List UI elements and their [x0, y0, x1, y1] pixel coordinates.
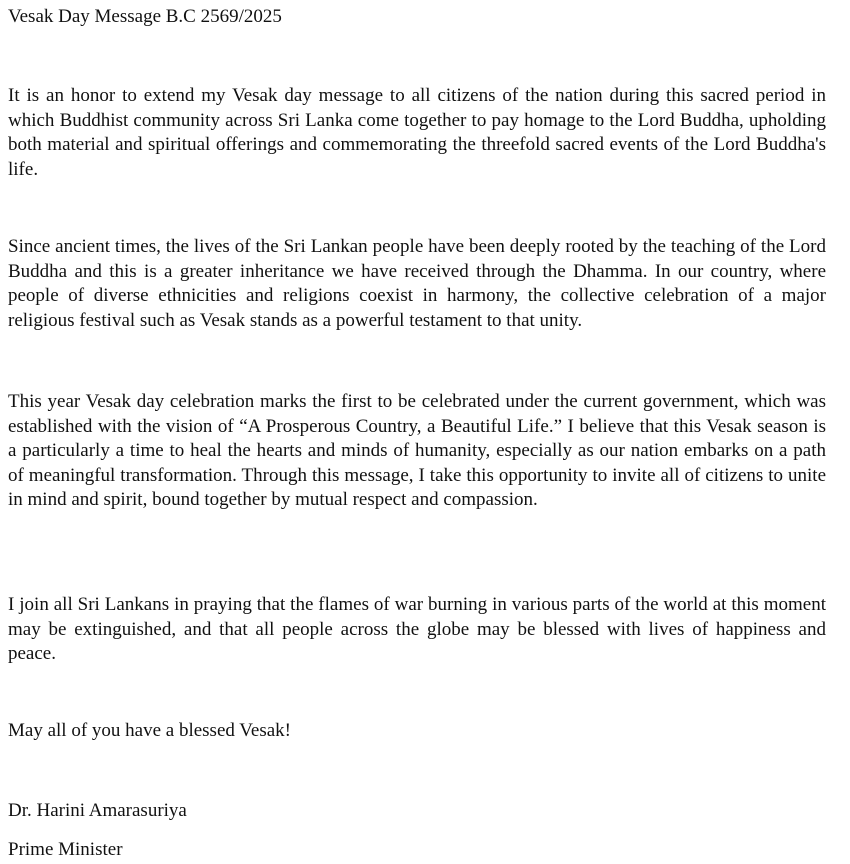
paragraph-intro: It is an honor to extend my Vesak day message to all citizens of the nation during this sacred period in which Buddhist community across Sri Lanka come together to pay homage to the Lord Buddha, upholding both material and spiritual offerings and commemorating the threefold sacred events of the Lord Buddha's life. — [8, 85, 826, 180]
document-title: Vesak Day Message B.C 2569/2025 — [8, 6, 282, 27]
paragraph-heritage: Since ancient times, the lives of the Sri Lankan people have been deeply rooted by the teaching of the Lord Buddha and this is a greater inheritance we have received through the Dhamma. In our country, where people of diverse ethnicities and religions coexist in harmony, the collective celebration of a major religious festival such as Vesak stands as a powerful testament to that unity. — [8, 236, 826, 331]
paragraph-peace: I join all Sri Lankans in praying that the flames of war burning in various parts of the world at this moment may be extinguished, and that all people across the globe may be blessed with lives of happiness and peace. — [8, 594, 826, 664]
closing-line: May all of you have a blessed Vesak! — [8, 720, 291, 741]
signer-name: Dr. Harini Amarasuriya — [8, 800, 187, 821]
signer-title: Prime Minister — [8, 839, 123, 860]
paragraph-celebration: This year Vesak day celebration marks the first to be celebrated under the current government, which was established with the vision of “A Prosperous Country, a Beautiful Life.” I believe that this Vesak season is a particularly a time to heal the hearts and minds of humanity, especially as our nation embarks on a path of meaningful transformation. Through this message, I take this opportunity to invite all of citizens to unite in mind and spirit, bound together by mutual respect and compassion. — [8, 391, 826, 510]
